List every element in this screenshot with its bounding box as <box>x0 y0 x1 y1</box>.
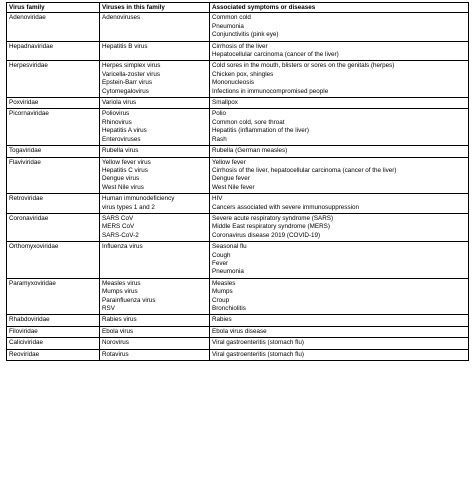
virus-name: Parainfluenza virus <box>102 296 156 304</box>
viruses-cell <box>100 349 210 360</box>
diseases-cell <box>210 278 469 315</box>
table-row <box>7 109 469 146</box>
table-row <box>7 278 469 315</box>
disease-name: Common cold <box>212 14 251 22</box>
virus-family-cell: Flaviviridae <box>7 157 100 194</box>
disease-name: Seasonal flu <box>212 243 247 251</box>
table-row <box>7 194 469 214</box>
header-associated-diseases: Associated symptoms or diseases <box>210 3 469 13</box>
disease-name: Cough <box>212 251 231 259</box>
table-row <box>7 213 469 241</box>
disease-name: Hepatocellular carcinoma (cancer of the liver) <box>212 51 339 59</box>
viruses-cell <box>100 13 210 41</box>
disease-name: Cirrhosis of the liver <box>212 42 268 50</box>
virus-family-cell: Hepadnaviridae <box>7 41 100 61</box>
disease-name: Yellow fever <box>212 158 246 166</box>
virus-family-cell: Herpesviridae <box>7 61 100 98</box>
diseases-cell <box>210 41 469 61</box>
virus-name: Rhinovirus <box>102 118 132 126</box>
disease-name: Bronchiolitis <box>212 305 246 312</box>
disease-name: Infections in immunocompromised people <box>212 87 329 95</box>
disease-name: Coronavirus disease 2019 (COVID-19) <box>212 231 321 239</box>
disease-name: Dengue fever <box>212 175 250 183</box>
virus-family-cell: Reoviridae <box>7 349 100 360</box>
disease-name: Chicken pox, shingles <box>212 70 274 78</box>
virus-name: Enteroviruses <box>102 135 141 143</box>
virus-family-cell: Paramyxoviridae <box>7 278 100 315</box>
viruses-cell <box>100 109 210 146</box>
disease-name: Fever <box>212 259 229 267</box>
virus-name: Variola virus <box>102 99 137 107</box>
virus-name: Norovirus <box>102 339 129 347</box>
diseases-cell <box>210 13 469 41</box>
virus-name: virus types 1 and 2 <box>102 203 155 211</box>
disease-name: Rubella (German measles) <box>212 147 288 155</box>
table-row <box>7 146 469 157</box>
diseases-cell <box>210 315 469 326</box>
viruses-cell <box>100 278 210 315</box>
virus-name: Yellow fever virus <box>102 158 151 166</box>
diseases-cell <box>210 213 469 241</box>
viruses-cell <box>100 213 210 241</box>
virus-name: Rotavirus <box>102 350 129 358</box>
viruses-cell <box>100 326 210 337</box>
diseases-cell <box>210 326 469 337</box>
virus-family-cell: Caliciviridae <box>7 338 100 349</box>
diseases-cell <box>210 98 469 109</box>
viruses-cell <box>100 98 210 109</box>
table-row <box>7 157 469 194</box>
table-row <box>7 41 469 61</box>
virus-name: Rubella virus <box>102 147 139 155</box>
diseases-cell <box>210 61 469 98</box>
virus-family-table <box>6 2 469 361</box>
disease-name: Mumps <box>212 288 233 296</box>
header-virus-family: Virus family <box>7 3 100 13</box>
disease-name: Croup <box>212 296 230 304</box>
virus-name: Rabies virus <box>102 316 137 324</box>
virus-name: Varicella-zoster virus <box>102 70 160 78</box>
diseases-cell <box>210 157 469 194</box>
virus-family-cell: Orthomyxoviridae <box>7 242 100 279</box>
disease-name: Common cold, sore throat <box>212 118 285 126</box>
virus-name: Mumps virus <box>102 288 138 296</box>
virus-name: Dengue virus <box>102 175 140 183</box>
virus-name: Hepatitis A virus <box>102 127 147 135</box>
disease-name: Mononucleosis <box>212 79 255 87</box>
virus-name: Human immunodeficiency <box>102 195 175 203</box>
virus-family-cell: Retroviridae <box>7 194 100 214</box>
viruses-cell <box>100 61 210 98</box>
virus-family-cell: Togaviridae <box>7 146 100 157</box>
virus-family-cell: Rhabdoviridae <box>7 315 100 326</box>
virus-name: SARS CoV <box>102 214 134 222</box>
disease-name: Cirrhosis of the liver, hepatocellular carcinoma (cancer of the liver) <box>212 166 397 174</box>
diseases-cell <box>210 242 469 279</box>
disease-name: Ebola virus disease <box>212 327 267 335</box>
virus-name: Influenza virus <box>102 243 143 251</box>
virus-name: Herpes simplex virus <box>102 62 161 70</box>
viruses-cell <box>100 242 210 279</box>
disease-name: HIV <box>212 195 223 203</box>
diseases-cell <box>210 338 469 349</box>
virus-name: Ebola virus <box>102 327 134 335</box>
virus-name: Cytomegalovirus <box>102 87 149 95</box>
virus-name: Adenoviruses <box>102 14 141 22</box>
virus-name: Epstein-Barr virus <box>102 79 153 87</box>
table-row <box>7 326 469 337</box>
disease-name: Middle East respiratory syndrome (MERS) <box>212 223 330 231</box>
disease-name: Pneumonia <box>212 268 244 276</box>
disease-name: Rabies <box>212 316 232 324</box>
diseases-cell <box>210 194 469 214</box>
disease-name: Cancers associated with severe immunosuppression <box>212 203 359 211</box>
viruses-cell <box>100 338 210 349</box>
virus-family-cell: Filoviridae <box>7 326 100 337</box>
table-row <box>7 315 469 326</box>
header-viruses-in-family: Viruses in this family <box>100 3 210 13</box>
diseases-cell <box>210 349 469 360</box>
virus-family-cell: Poxviridae <box>7 98 100 109</box>
disease-name: Severe acute respiratory syndrome (SARS) <box>212 214 334 222</box>
table-header <box>7 3 469 13</box>
viruses-cell <box>100 315 210 326</box>
virus-name: Hepatitis C virus <box>102 166 148 174</box>
disease-name: Polio <box>212 110 227 118</box>
viruses-cell <box>100 146 210 157</box>
virus-name: MERS CoV <box>102 223 135 231</box>
virus-family-cell: Adenoviridae <box>7 13 100 41</box>
virus-name: SARS-CoV-2 <box>102 231 139 239</box>
disease-name: Hepatitis (inflammation of the liver) <box>212 127 309 135</box>
virus-name: West Nile virus <box>102 183 144 191</box>
table-row <box>7 338 469 349</box>
table-row <box>7 242 469 279</box>
diseases-cell <box>210 109 469 146</box>
virus-name: RSV <box>102 305 115 312</box>
disease-name: Conjunctivitis (pink eye) <box>212 31 279 39</box>
virus-name: Hepatitis B virus <box>102 42 148 50</box>
virus-name: Measles virus <box>102 279 141 287</box>
table-row <box>7 13 469 41</box>
disease-name: Viral gastroenteritis (stomach flu) <box>212 350 304 358</box>
disease-name: Rash <box>212 135 227 143</box>
disease-name: Smallpox <box>212 99 238 107</box>
table-row <box>7 349 469 360</box>
virus-family-cell: Coronaviridae <box>7 213 100 241</box>
header-row <box>7 3 469 13</box>
virus-name: Poliovirus <box>102 110 130 118</box>
virus-family-cell: Picornaviridae <box>7 109 100 146</box>
disease-name: West Nile fever <box>212 183 255 191</box>
disease-name: Pneumonia <box>212 22 244 30</box>
table-row <box>7 98 469 109</box>
diseases-cell <box>210 146 469 157</box>
table-body <box>7 13 469 361</box>
viruses-cell <box>100 41 210 61</box>
table-row <box>7 61 469 98</box>
disease-name: Measles <box>212 279 236 287</box>
disease-name: Cold sores in the mouth, blisters or sores on the genitals (herpes) <box>212 62 395 70</box>
disease-name: Viral gastroenteritis (stomach flu) <box>212 339 304 347</box>
viruses-cell <box>100 157 210 194</box>
viruses-cell <box>100 194 210 214</box>
